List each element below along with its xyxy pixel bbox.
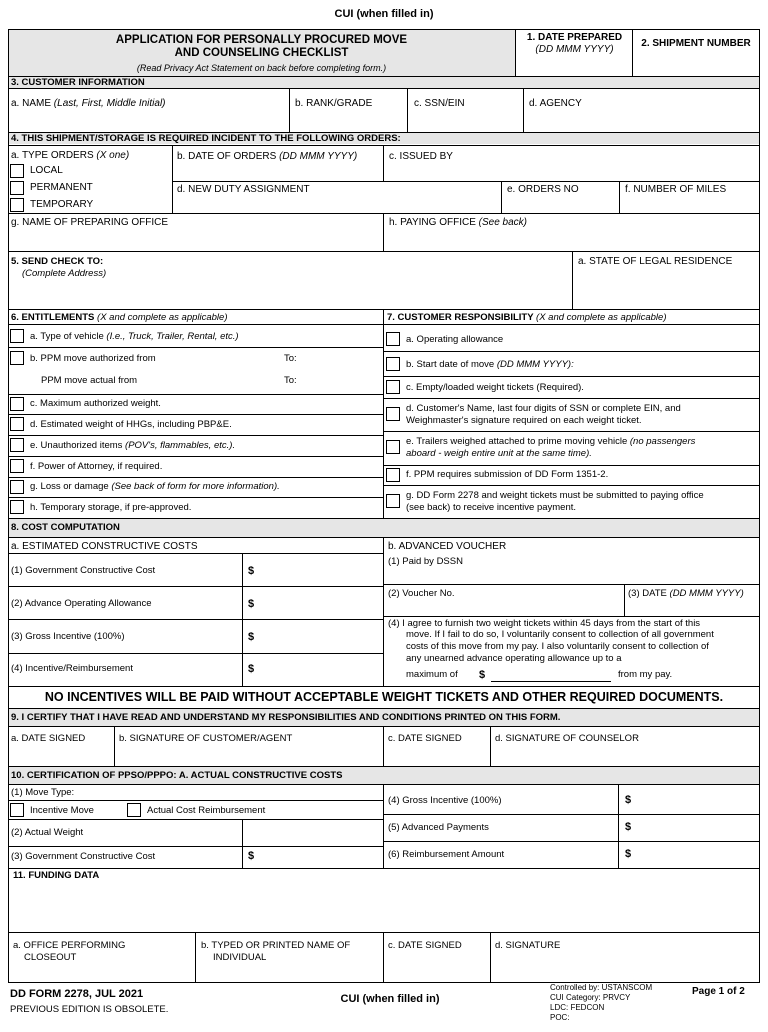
funding-data-field[interactable] — [9, 884, 759, 930]
gov-cost-label: (1) Government Constructive Cost — [11, 565, 156, 576]
incentive-reimb-field[interactable] — [258, 656, 382, 684]
adv-operating-label: (2) Advance Operating Allowance — [11, 598, 152, 609]
s7g-label-1: g. DD Form 2278 and weight tickets must be submitted to paying office — [406, 490, 704, 501]
s6g-checkbox[interactable] — [10, 480, 24, 494]
name-field[interactable] — [9, 110, 288, 131]
ldc: LDC: FEDCON — [550, 1003, 605, 1012]
agree-max-dollar: $ — [479, 669, 486, 681]
s6b-label: b. PPM move authorized from — [30, 353, 156, 364]
s9-customer-sig-field[interactable] — [115, 746, 382, 765]
s6d-label: d. Estimated weight of HHGs, including PBP&E. — [30, 419, 232, 430]
s6a-label: a. Type of vehicle (I.e., Truck, Trailer, Rental, etc.) — [30, 331, 239, 342]
s10-reimb-field[interactable] — [636, 843, 759, 867]
section8-title: 8. COST COMPUTATION — [11, 522, 120, 533]
adv-voucher-label: b. ADVANCED VOUCHER — [388, 541, 507, 552]
privacy-note: (Read Privacy Act Statement on back before completing form.) — [136, 63, 387, 73]
agree-line3: costs of this move from my pay. I also voluntarily consent to collection of — [406, 641, 709, 652]
section4-title: 4. THIS SHIPMENT/STORAGE IS REQUIRED INCIDENT TO THE FOLLOWING ORDERS: — [11, 133, 401, 144]
shipment-number-label: 2. SHIPMENT NUMBER — [641, 38, 751, 49]
s6e-checkbox[interactable] — [10, 438, 24, 452]
s9-counselor-sig-label: d. SIGNATURE OF COUNSELOR — [495, 733, 639, 744]
form-number: DD FORM 2278, JUL 2021 — [10, 988, 144, 1000]
agree-line4: any unearned advance operating allowance up to a — [406, 653, 622, 664]
date-prepared-format: (DD MMM YYYY) — [535, 44, 614, 55]
s11-date-label: c. DATE SIGNED — [388, 940, 462, 951]
agree-line1: (4) I agree to furnish two weight tickets within 45 days from the start of this — [388, 618, 701, 629]
s6a-checkbox[interactable] — [10, 329, 24, 343]
move-type-label: (1) Move Type: — [11, 787, 75, 798]
name-label: a. NAME (Last, First, Middle Initial) — [11, 98, 166, 109]
previous-edition: PREVIOUS EDITION IS OBSOLETE. — [10, 1004, 169, 1015]
s10-gross-field[interactable] — [636, 786, 759, 812]
orders-no-label: e. ORDERS NO — [507, 184, 579, 195]
type-orders-label: a. TYPE ORDERS (X one) — [11, 150, 130, 161]
ssn-field[interactable] — [408, 110, 522, 131]
voucher-date-label: (3) DATE (DD MMM YYYY) — [628, 588, 744, 599]
cui-top-banner: CUI (when filled in) — [334, 8, 434, 20]
section9-title: 9. I CERTIFY THAT I HAVE READ AND UNDERSTAND MY RESPONSIBILITIES AND CONDITIONS PRINTED ON THIS FORM. — [11, 712, 561, 723]
gross-incentive-label: (3) Gross Incentive (100%) — [11, 631, 125, 642]
s11-name-label-1: b. TYPED OR PRINTED NAME OF — [201, 940, 351, 951]
s7b-label: b. Start date of move (DD MMM YYYY): — [406, 359, 574, 370]
s11-signature-label: d. SIGNATURE — [495, 940, 561, 951]
legal-residence-label: a. STATE OF LEGAL RESIDENCE — [578, 256, 733, 267]
poc: POC: — [550, 1013, 570, 1022]
rank-field[interactable] — [290, 110, 406, 131]
s6f-checkbox[interactable] — [10, 459, 24, 473]
s9-date2-label: c. DATE SIGNED — [388, 733, 462, 744]
s10-gross-label: (4) Gross Incentive (100%) — [388, 795, 502, 806]
adv-operating-dollar: $ — [248, 598, 255, 610]
page-number: Page 1 of 2 — [692, 986, 745, 997]
s9-counselor-sig-field[interactable] — [491, 746, 759, 765]
agency-label: d. AGENCY — [529, 98, 582, 109]
miles-label: f. NUMBER OF MILES — [625, 184, 727, 195]
preparing-office-label: g. NAME OF PREPARING OFFICE — [11, 217, 169, 228]
s7c-label: c. Empty/loaded weight tickets (Required). — [406, 382, 584, 393]
actual-cost-label: Actual Cost Reimbursement — [147, 805, 266, 816]
s7f-label: f. PPM requires submission of DD Form 1351-2. — [406, 469, 609, 480]
s7g-label-2: (see back) to receive incentive payment. — [406, 502, 577, 513]
s6c-checkbox[interactable] — [10, 397, 24, 411]
actual-weight-field[interactable] — [244, 821, 382, 845]
s6b-to: To: — [284, 353, 297, 364]
voucher-no-label: (2) Voucher No. — [388, 588, 455, 599]
s7f-checkbox[interactable] — [386, 468, 400, 482]
s7a-checkbox[interactable] — [386, 332, 400, 346]
s7c-checkbox[interactable] — [386, 380, 400, 394]
s7d-checkbox[interactable] — [386, 407, 400, 421]
s6f-label: f. Power of Attorney, if required. — [30, 461, 163, 472]
temporary-checkbox[interactable] — [10, 198, 24, 212]
date-prepared-label: 1. DATE PREPARED — [526, 32, 623, 43]
section6-title: 6. ENTITLEMENTS (X and complete as applicable) — [11, 312, 228, 323]
s10-gov-cost-field[interactable] — [258, 848, 382, 867]
cui-category: CUI Category: PRVCY — [550, 993, 631, 1002]
s10-gross-dollar: $ — [625, 794, 632, 806]
s7d-label-1: d. Customer's Name, last four digits of SSN or complete EIN, and — [406, 403, 681, 414]
date-orders-label: b. DATE OF ORDERS (DD MMM YYYY) — [177, 151, 358, 162]
s7e-checkbox[interactable] — [386, 440, 400, 454]
s6g-label: g. Loss or damage (See back of form for more information). — [30, 481, 280, 492]
agree-line2: move. If I fail to do so, I voluntarily consent to collection of all government — [406, 629, 714, 640]
est-costs-label: a. ESTIMATED CONSTRUCTIVE COSTS — [11, 541, 198, 552]
local-checkbox[interactable] — [10, 164, 24, 178]
incentive-reimb-dollar: $ — [248, 663, 255, 675]
s10-adv-payments-label: (5) Advanced Payments — [388, 822, 489, 833]
s10-adv-payments-field[interactable] — [636, 816, 759, 840]
controlled-by: Controlled by: USTANSCOM — [550, 983, 653, 992]
s11-office-label-1: a. OFFICE PERFORMING — [13, 940, 126, 951]
s10-reimb-dollar: $ — [625, 848, 632, 860]
s10-reimb-label: (6) Reimbursement Amount — [388, 849, 505, 860]
s6h-label: h. Temporary storage, if pre-approved. — [30, 502, 192, 513]
s6d-checkbox[interactable] — [10, 417, 24, 431]
agree-max-label: maximum of — [406, 669, 458, 680]
section7-title: 7. CUSTOMER RESPONSIBILITY (X and complete as applicable) — [387, 312, 667, 323]
s7g-checkbox[interactable] — [386, 494, 400, 508]
section5-sub: (Complete Address) — [22, 268, 107, 279]
form-title-line2: AND COUNSELING CHECKLIST — [174, 47, 349, 59]
permanent-checkbox[interactable] — [10, 181, 24, 195]
gov-cost-field[interactable] — [258, 556, 382, 584]
temporary-label: TEMPORARY — [30, 199, 94, 210]
actual-weight-label: (2) Actual Weight — [11, 827, 84, 838]
rank-label: b. RANK/GRADE — [295, 98, 373, 109]
form-title-line1: APPLICATION FOR PERSONALLY PROCURED MOVE — [115, 34, 408, 46]
s7d-label-2: Weighmaster's signature required on each weight ticket. — [406, 415, 642, 426]
actual-cost-checkbox[interactable] — [127, 803, 141, 817]
s10-gov-cost-label: (3) Government Constructive Cost — [11, 851, 156, 862]
agree-max-field[interactable] — [492, 665, 610, 680]
agree-from-pay: from my pay. — [618, 669, 673, 680]
s7e-label-2: aboard - weigh entire unit at the same time). — [406, 448, 592, 459]
s7e-label-1: e. Trailers weighed attached to prime moving vehicle (no passengers — [406, 436, 696, 447]
s9-date-label: a. DATE SIGNED — [11, 733, 86, 744]
ssn-label: c. SSN/EIN — [414, 98, 465, 109]
s9-date-field[interactable] — [9, 746, 113, 765]
s6c-label: c. Maximum authorized weight. — [30, 398, 161, 409]
section5-title: 5. SEND CHECK TO: — [11, 256, 104, 267]
paid-by-label: (1) Paid by DSSN — [388, 556, 463, 567]
incentive-move-label: Incentive Move — [30, 805, 94, 816]
s6e-label: e. Unauthorized items (POV's, flammables, etc.). — [30, 440, 236, 451]
cui-bottom-banner: CUI (when filled in) — [340, 993, 440, 1005]
paying-office-label: h. PAYING OFFICE (See back) — [389, 217, 528, 228]
s11-name-label-2: INDIVIDUAL — [213, 952, 267, 963]
permanent-label: PERMANENT — [30, 182, 93, 193]
section3-title: 3. CUSTOMER INFORMATION — [11, 77, 145, 88]
issued-by-label: c. ISSUED BY — [389, 151, 453, 162]
s6b2-label: PPM move actual from — [41, 375, 138, 386]
gross-incentive-field[interactable] — [258, 622, 382, 650]
gov-cost-dollar: $ — [248, 565, 255, 577]
s9-date2-field[interactable] — [384, 746, 489, 765]
adv-operating-field[interactable] — [258, 589, 382, 617]
s6b2-to: To: — [284, 375, 297, 386]
s7b-checkbox[interactable] — [386, 357, 400, 371]
agency-field[interactable] — [524, 110, 759, 131]
gross-incentive-dollar: $ — [248, 631, 255, 643]
s11-office-label-2: CLOSEOUT — [24, 952, 77, 963]
incentive-reimb-label: (4) Incentive/Reimbursement — [11, 663, 133, 674]
incentive-warning-banner: NO INCENTIVES WILL BE PAID WITHOUT ACCEPTABLE WEIGHT TICKETS AND OTHER REQUIRED DOCUMENTS. — [44, 690, 724, 704]
local-label: LOCAL — [30, 165, 63, 176]
new-duty-label: d. NEW DUTY ASSIGNMENT — [177, 184, 310, 195]
section10-title: 10. CERTIFICATION OF PPSO/PPPO: A. ACTUAL CONSTRUCTIVE COSTS — [11, 770, 343, 781]
s7a-label: a. Operating allowance — [406, 334, 504, 345]
s10-gov-cost-dollar: $ — [248, 850, 255, 862]
s9-customer-sig-label: b. SIGNATURE OF CUSTOMER/AGENT — [119, 733, 293, 744]
section11-title: 11. FUNDING DATA — [13, 870, 100, 881]
s6h-checkbox[interactable] — [10, 500, 24, 514]
s6b-checkbox[interactable] — [10, 351, 24, 365]
incentive-move-checkbox[interactable] — [10, 803, 24, 817]
s10-adv-payments-dollar: $ — [625, 821, 632, 833]
